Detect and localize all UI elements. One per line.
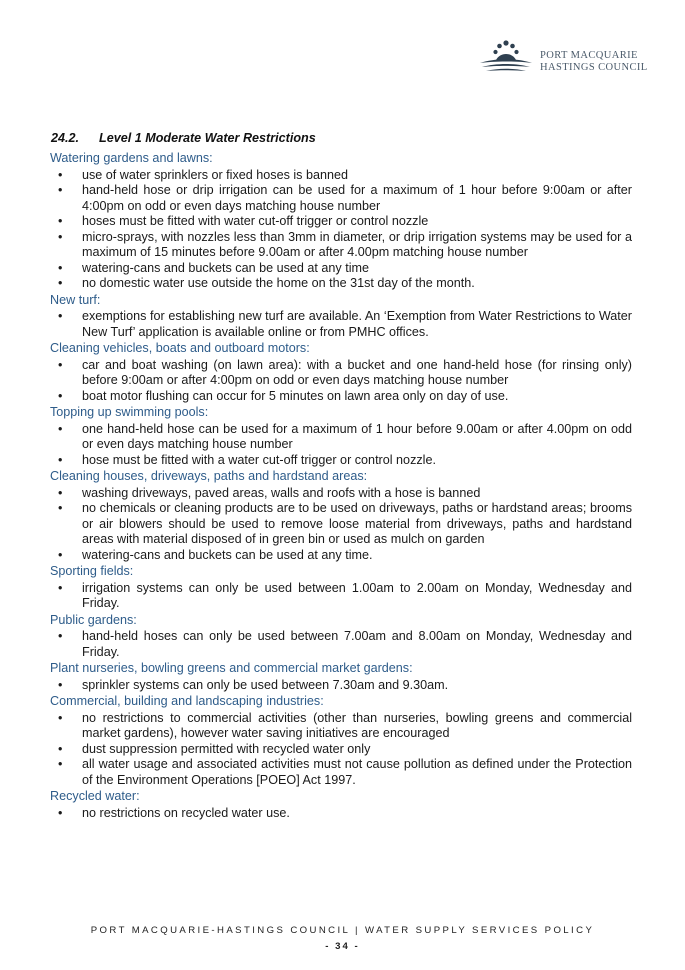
restrictions-content — [50, 151, 632, 822]
bullet-item: • dust suppression permitted with recycled water only — [50, 742, 632, 758]
logo-line-2: HASTINGS COUNCIL — [540, 62, 648, 73]
section-number: 24.2. — [51, 131, 80, 145]
bullet-item: • boat motor flushing can occur for 5 minutes on lawn area only on day of use. — [50, 389, 632, 405]
section-title: Level 1 Moderate Water Restrictions — [99, 131, 316, 145]
council-logo-text — [540, 50, 648, 74]
council-logo — [476, 38, 652, 78]
bullet-list — [50, 358, 632, 405]
bullet-item: • irrigation systems can only be used between 1.00am to 2.00am on Monday, Wednesday and Friday. — [50, 581, 632, 612]
bullet-item: • all water usage and associated activities must not cause pollution as defined under the Protection of the Environment Operations [POEO] Act 1997. — [50, 757, 632, 788]
category-heading: Public gardens: — [50, 612, 137, 627]
bullet-list — [50, 309, 632, 340]
bullet-item: • hose must be fitted with a water cut-off trigger or control nozzle. — [50, 453, 632, 469]
bullet-item: • no chemicals or cleaning products are to be used on driveways, paths or hardstand areas; brooms or air blowers should be used to remove loose material from driveways, paths and hardstand areas with material disposed of in green bin or used as mulch on garden — [50, 501, 632, 548]
bullet-list — [50, 168, 632, 292]
category-heading: Sporting fields: — [50, 564, 134, 578]
bullet-item: • one hand-held hose can be used for a maximum of 1 hour before 9.00am or after 4.00pm on odd or even days matching house number — [50, 422, 632, 453]
bullet-list — [50, 806, 632, 822]
category-heading: Plant nurseries, bowling greens and commercial market gardens: — [50, 661, 413, 675]
bullet-item: • use of water sprinklers or fixed hoses is banned — [50, 168, 632, 184]
category-heading: Cleaning houses, driveways, paths and hardstand areas: — [50, 469, 368, 483]
section-heading — [51, 131, 316, 145]
bullet-item: • micro-sprays, with nozzles less than 3mm in diameter, or drip irrigation systems may be used for a maximum of 15 minutes before 9.00am or after 4.00pm matching house number — [50, 230, 632, 261]
category-heading: Cleaning vehicles, boats and outboard motors: — [50, 341, 310, 355]
bullet-item: • hand-held hose or drip irrigation can be used for a maximum of 1 hour before 9:00am or after 4:00pm on odd or even days matching house number — [50, 183, 632, 214]
bullet-list — [50, 422, 632, 469]
bullet-item: • sprinkler systems can only be used between 7.30am and 9.30am. — [50, 678, 632, 694]
category-heading: Recycled water: — [50, 789, 140, 803]
category-heading: Commercial, building and landscaping industries: — [50, 694, 324, 708]
bullet-item: • exemptions for establishing new turf are available. An ‘Exemption from Water Restrictions to Water New Turf’ application is available online or from PMHC offices. — [50, 309, 632, 340]
page-number: - 34 - — [325, 941, 360, 952]
logo-line-1: PORT MACQUARIE — [540, 50, 638, 61]
bullet-list — [50, 629, 632, 660]
bullet-list — [50, 486, 632, 564]
bullet-item: • watering-cans and buckets can be used at any time — [50, 261, 632, 277]
bullet-item: • car and boat washing (on lawn area): with a bucket and one hand-held hose (for rinsing only) before 9:00am or after 4:00pm on odd or even days matching house number — [50, 358, 632, 389]
page-footer: PORT MACQUARIE-HASTINGS COUNCIL | WATER SUPPLY SERVICES POLICY — [90, 925, 595, 936]
council-logo-icon — [476, 38, 536, 76]
bullet-item: • hoses must be fitted with water cut-off trigger or control nozzle — [50, 214, 632, 230]
category-heading: Topping up swimming pools: — [50, 405, 209, 419]
bullet-list — [50, 678, 632, 694]
category-heading: Watering gardens and lawns: — [50, 151, 213, 165]
bullet-item: • hand-held hoses can only be used between 7.00am and 8.00am on Monday, Wednesday and Friday. — [50, 629, 632, 660]
bullet-list — [50, 711, 632, 789]
bullet-item: • no restrictions to commercial activities (other than nurseries, bowling greens and commercial market gardens), however water saving initiatives are encouraged — [50, 711, 632, 742]
category-heading: New turf: — [50, 292, 101, 307]
bullet-item: • no restrictions on recycled water use. — [50, 806, 632, 822]
bullet-item: • watering-cans and buckets can be used at any time. — [50, 548, 632, 564]
bullet-item: • washing driveways, paved areas, walls and roofs with a hose is banned — [50, 486, 632, 502]
bullet-item: • no domestic water use outside the home on the 31st day of the month. — [50, 276, 632, 292]
bullet-list — [50, 581, 632, 612]
